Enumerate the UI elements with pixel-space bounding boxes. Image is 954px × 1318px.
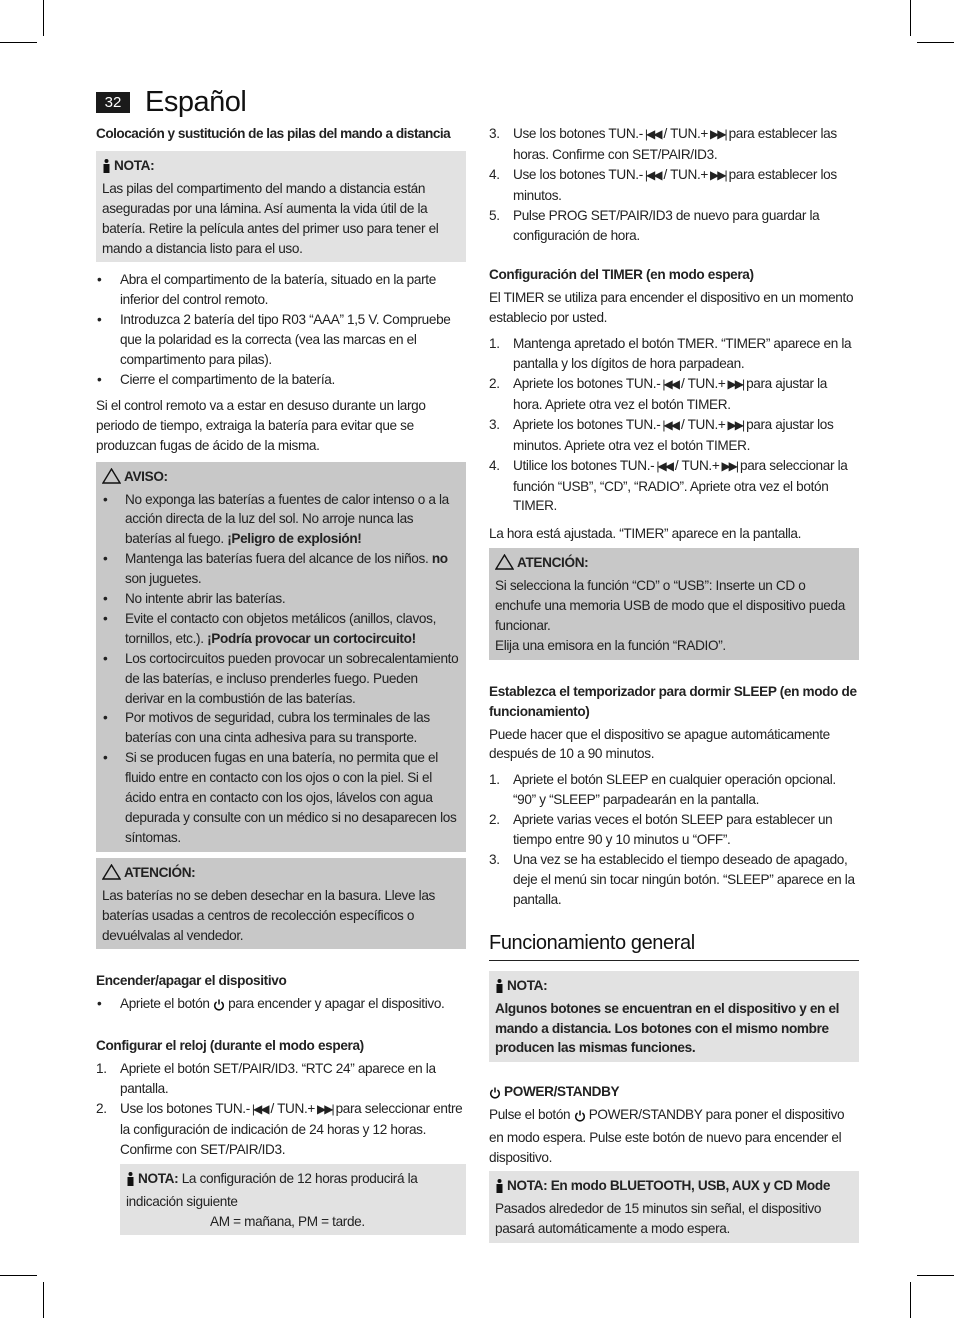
list-item-text: Mantenga las baterías fuera del alcance de los niños. [125,551,432,567]
crop-mark [917,1275,954,1276]
warning-icon [102,468,121,490]
page-title: Español [145,86,247,118]
list-item-text: Mantenga apretado el botón TMER. “TIMER” aparece en la pantalla y los dígitos de hora parpadean. [513,336,852,372]
left-column [96,124,466,1235]
list-item-text: / TUN.+ [663,126,708,141]
power-on-off-heading: Encender/apagar el dispositivo [96,973,287,989]
list-item-text: para ajustar los minutos. Apriete otra vez el botón TIMER. [513,416,834,453]
list-item-text: para ajustar la hora. Apriete otra vez el botón TIMER. [513,375,827,412]
skip-forward-icon: ▶▶| [710,127,726,141]
list-item [489,810,859,850]
attention-box [489,548,859,660]
note-body: Las pilas del compartimento del mando a distancia están aseguradas por una lámina. Así aumenta la vida útil de la batería. Retire la película antes del primer uso para tener el mando a distancia listo para el uso. [102,180,439,256]
power-icon [213,997,225,1017]
list-item-text: Los cortocircuitos pueden provocar un sobrecalentamiento de las baterías, e incluso prenderles fuego. Pueden derivar en la combustión de las baterías. [125,650,459,706]
list-number: 2. [489,375,500,391]
crop-mark [917,42,954,43]
info-icon [126,1172,135,1192]
attention-body: Las baterías no se deben desechar en la basura. Lleve las baterías usadas a centros de recolección específicos o devuélvalas al vendedor. [102,887,435,943]
list-number: 1. [489,772,500,788]
note-title: NOTA: [507,977,548,993]
list-item-text: Apriete el botón [120,996,210,1012]
paragraph: Si el control remoto va a estar en desuso durante un largo periodo de tiempo, extraiga la batería para evitar que se produzcan fugas de ácido de la misma. [96,397,426,453]
crop-mark [0,1275,37,1276]
note-title: NOTA: [114,157,155,173]
list-item [489,165,859,206]
page-number: 32 [96,92,130,113]
list-item [489,206,859,246]
paragraph: La hora está ajustada. “TIMER” aparece en la pantalla. [489,526,802,542]
list-item-emphasis: ¡Peligro de explosión! [227,531,362,547]
paragraph [489,1105,859,1168]
crop-mark [43,0,44,36]
paragraph: Puede hacer que el dispositivo se apague automáticamente después de 10 a 90 minutos. [489,726,830,762]
skip-forward-icon: ▶▶| [721,458,738,473]
list-item-text: Use los botones TUN.- [513,166,643,182]
list-item-text: para establecer los minutos. [513,166,837,203]
list-item-text: Apriete los botones TUN.- [513,416,661,432]
note-title: NOTA: En modo BLUETOOTH, USB, AUX y CD Mode [507,1177,831,1193]
list-item [96,994,466,1017]
list-item-text: / TUN.+ [270,1100,315,1116]
note-box [96,151,466,263]
list-number: 2. [489,812,500,828]
attention-title: ATENCIÓN: [517,555,589,571]
list-item-text: Evite el contacto con objetos metálicos (anillos, clavos, tornillos, etc.). [125,610,436,646]
list-item [96,1099,466,1160]
battery-steps [96,270,466,389]
attention-title: ATENCIÓN: [124,864,196,880]
list-item-text: / TUN.+ [674,457,720,473]
warning-box [96,462,466,852]
clock-steps-continued [489,124,859,245]
list-item [489,334,859,374]
timer-steps [489,334,859,516]
skip-forward-icon: ▶▶| [317,1101,333,1116]
list-item-text: para seleccionar entre la configuración de indicación de 24 horas y 12 horas. Confirme con SET/PAIR/ID3. [120,1100,463,1157]
note-title: NOTA: [138,1170,179,1186]
list-item-text: / TUN.+ [680,416,726,432]
skip-back-icon: |◀◀ [644,127,661,141]
list-item [489,124,859,165]
list-item-emphasis: no [431,551,448,567]
paragraph: El TIMER se utiliza para encender el dispositivo en un momento establecio por usted. [489,290,854,326]
power-icon [489,1085,501,1105]
warning-list [102,490,460,848]
skip-forward-icon: ▶▶| [727,417,744,432]
skip-forward-icon: ▶▶| [727,376,744,391]
list-item-text: Utilice los botones TUN.- [513,457,655,473]
list-number: 2. [96,1100,107,1116]
list-number: 4. [489,166,500,182]
note-box [489,1171,859,1243]
list-item-text: Use los botones TUN.- [120,1100,250,1116]
note-body: Algunos botones se encuentran en el dispositivo y en el mando a distancia. Los botones con el mismo nombre producen las mismas funciones. [495,1000,840,1056]
list-number: 3. [489,852,500,867]
list-item [489,770,859,810]
attention-body: Elija una emisora en la función “RADIO”. [495,637,726,653]
list-item [96,1059,466,1099]
skip-back-icon: |◀◀ [662,417,678,432]
list-item-text: / TUN.+ [680,375,726,391]
list-number: 1. [489,336,500,352]
list-item-emphasis: ¡Podría provocar un cortocircuito! [207,630,416,646]
list-number: 4. [489,457,500,473]
list-item [102,708,460,748]
note-box [120,1164,466,1236]
skip-back-icon: |◀◀ [656,458,672,473]
power-steps [96,994,466,1017]
list-item-text: para encender y apagar el dispositivo. [228,996,445,1012]
section-heading: Funcionamiento general [489,930,859,961]
list-item-text: Apriete los botones TUN.- [513,375,661,391]
info-icon [495,979,504,999]
skip-back-icon: |◀◀ [644,167,661,182]
list-item-text: Por motivos de seguridad, cubra los terminales de las baterías con una cinta adhesiva para su transporte. [125,710,430,746]
list-item: • Cierre el compartimento de la batería. [96,370,466,390]
note-line: AM = mañana, PM = tarde. [210,1213,365,1229]
warning-icon [102,864,121,886]
clock-heading: Configurar el reloj (durante el modo espera) [96,1038,364,1054]
list-item-text: Apriete el botón SET/PAIR/ID3. “RTC 24” aparece en la pantalla. [120,1061,436,1097]
sleep-heading: Establezca el temporizador para dormir SLEEP (en modo de funcionamiento) [489,683,857,719]
list-item-text: / TUN.+ [663,166,708,182]
list-number: 3. [489,126,500,141]
list-item-text: Apriete el botón SLEEP en cualquier operación opcional. “90” y “SLEEP” parpadearán en la pantalla. [513,772,836,808]
skip-back-icon: |◀◀ [251,1101,268,1116]
list-item-text: para seleccionar la función “USB”, “CD”, “RADIO”. Apriete otra vez el botón TIMER. [513,457,848,514]
sleep-steps [489,770,859,909]
list-item [102,589,460,609]
list-item-text: para establecer las horas. Confirme con SET/PAIR/ID3. [513,126,837,162]
list-item-text: No exponga las baterías a fuentes de calor intenso o a la acción directa de la luz del sol. No arroje nunca las baterías al fuego. [125,491,449,547]
heading-text: POWER/STANDBY [504,1084,620,1100]
power-icon [574,1108,586,1128]
list-item [102,748,460,848]
note-body: Pasados alrededor de 15 minutos sin señal, el dispositivo pasará automáticamente a modo espera. [495,1200,822,1236]
list-item [102,549,460,589]
warning-icon [495,554,514,576]
list-item [102,490,460,550]
right-column [489,124,859,1243]
list-item [102,649,460,709]
list-item [489,415,859,456]
list-item-text: No intente abrir las baterías. [125,591,286,607]
list-number: 3. [489,416,500,432]
info-icon [102,159,111,179]
list-item: • Introduzca 2 batería del tipo R03 “AAA” 1,5 V. Compruebe que la polaridad es la correcta (vea las marcas en el compartimento para pilas). [96,310,466,370]
attention-body: Si selecciona la función “CD” o “USB”: Inserte un CD o enchufe una memoria USB de modo que el dispositivo pueda funcionar. [495,578,845,633]
power-standby-heading [489,1082,859,1105]
list-item [489,374,859,415]
paragraph-text: Pulse el botón [489,1107,571,1123]
note-body: La configuración de 12 horas producirá la indicación siguiente [126,1170,418,1209]
skip-back-icon: |◀◀ [662,376,678,391]
list-item-text: Pulse PROG SET/PAIR/ID3 de nuevo para guardar la configuración de hora. [513,207,820,243]
timer-heading: Configuración del TIMER (en modo espera) [489,267,754,283]
warning-title: AVISO: [124,468,168,484]
list-item-text: Una vez se ha establecido el tiempo deseado de apagado, deje el menú sin tocar ningún botón. “SLEEP” aparece en la pantalla. [513,852,855,907]
list-number: 5. [489,207,500,223]
crop-mark [0,42,37,43]
list-item-text: son juguetes. [125,571,202,587]
crop-mark [910,0,911,36]
list-item [489,456,859,517]
list-item: • Abra el compartimento de la batería, situado en la parte inferior del control remoto. [96,270,466,310]
list-item-text: Use los botones TUN.- [513,126,643,141]
crop-mark [910,1282,911,1318]
list-item [489,850,859,910]
list-item-text: Si se producen fugas en una batería, no permita que el fluido entre en contacto con los ojos o con la piel. Si el ácido entra en contacto con los ojos, lávelos con agua depurada y consulte con un médico si no desaparecen los síntomas. [125,750,457,845]
paragraph-text: POWER/STANDBY para poner el dispositivo en modo espera. Pulse este botón de nuevo para encender el dispositivo. [489,1107,845,1166]
clock-steps [96,1059,466,1160]
list-item [102,609,460,649]
note-box [489,971,859,1063]
attention-box [96,858,466,950]
crop-mark [43,1282,44,1318]
info-icon [495,1179,504,1199]
list-item-text: Apriete varias veces el botón SLEEP para establecer un tiempo entre 90 y 10 minutos u “OFF”. [513,812,833,848]
battery-heading: Colocación y sustitución de las pilas del mando a distancia [96,126,451,141]
skip-forward-icon: ▶▶| [710,167,726,182]
list-number: 1. [96,1061,107,1077]
